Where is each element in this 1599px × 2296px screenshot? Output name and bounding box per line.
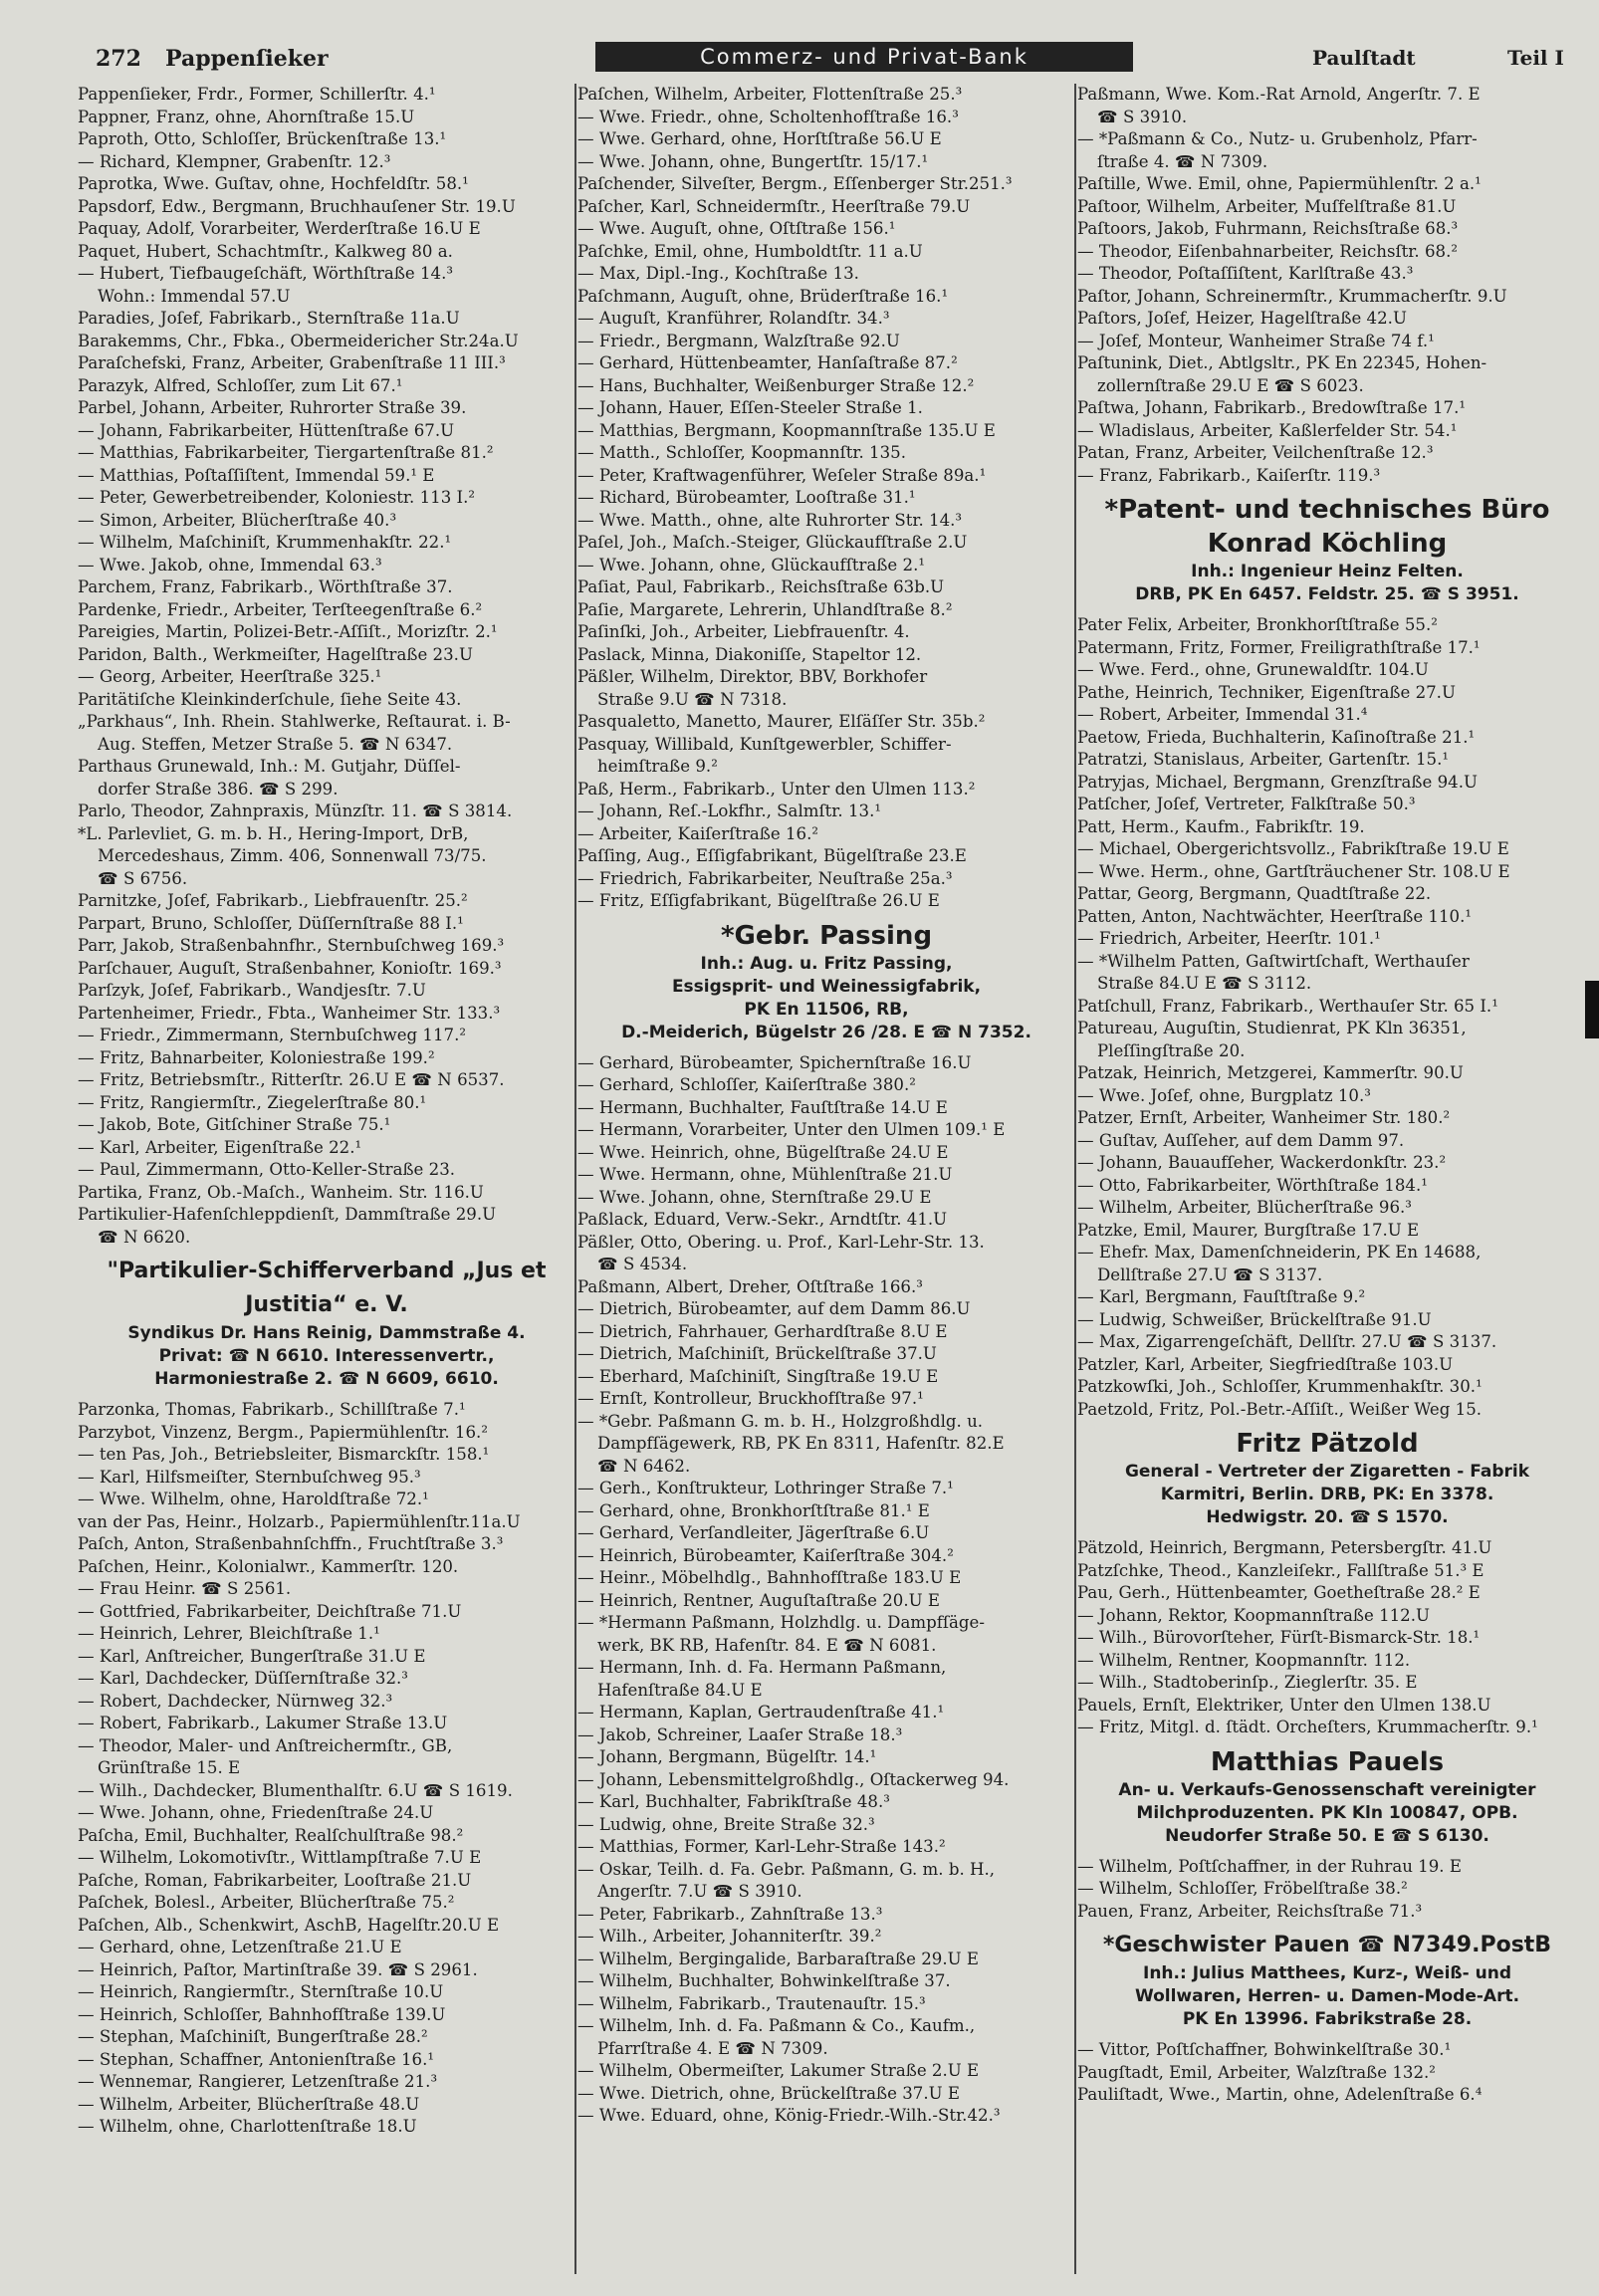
directory-entry: — Wwe. Johann, ohne, Friedenſtraße 24.U — [78, 1803, 434, 1822]
directory-entry: Paquet, Hubert, Schachtmſtr., Kalkweg 80 a. — [78, 241, 453, 261]
directory-entry: — Ernſt, Kontrolleur, Bruckhofſtraße 97.¹ — [577, 1389, 924, 1408]
directory-entry: Paſche, Roman, Fabrikarbeiter, Looſtraße 21.U — [78, 1870, 472, 1890]
directory-entry: Pater Felix, Arbeiter, Bronkhorſtſtraße 55.² — [1077, 615, 1438, 634]
directory-entry: Parpart, Bruno, Schloſſer, Düſſernſtraße 88 I.¹ — [78, 913, 464, 933]
entry-list — [78, 1399, 575, 2139]
ad-partikulier-schifferverband — [78, 1255, 575, 1391]
ad-line: Essigsprit- und Weinessigfabrik, — [671, 976, 982, 997]
directory-entry: Pau, Gerh., Hüttenbeamter, Goetheſtraße 28.² E — [1077, 1583, 1481, 1602]
directory-entry: — Richard, Klempner, Grabenſtr. 12.³ — [78, 151, 391, 171]
directory-entry: Patzer, Ernſt, Arbeiter, Wanheimer Str. 180.² — [1077, 1108, 1451, 1127]
directory-entry: ☎ S 4534. — [597, 1255, 688, 1273]
directory-entry: — Georg, Arbeiter, Heerſtraße 325.¹ — [78, 667, 382, 686]
entry-list — [78, 84, 575, 1249]
directory-entry: Patan, Franz, Arbeiter, Veilchenſtraße 12.³ — [1077, 443, 1434, 462]
directory-entry: Paßlack, Eduard, Verw.-Sekr., Arndtſtr. 41.U — [577, 1210, 948, 1229]
directory-entry: — Karl, Buchhalter, Fabrikſtraße 48.³ — [577, 1792, 890, 1811]
directory-entry: — Wilh., Arbeiter, Johanniterſtr. 39.² — [577, 1927, 882, 1946]
directory-entry: — Wwe. Johann, ohne, Sternſtraße 29.U E — [577, 1187, 932, 1207]
directory-entry: Dampfſägewerk, RB, PK En 8311, Hafenſtr. 82.E — [597, 1434, 1005, 1453]
directory-entry: Paſchen, Wilhelm, Arbeiter, Flottenſtraße 25.³ — [577, 85, 963, 104]
directory-entry: — Karl, Anſtreicher, Bungerſtraße 31.U E — [78, 1646, 426, 1666]
directory-entry: — Karl, Bergmann, Fauſtſtraße 9.² — [1077, 1287, 1366, 1306]
directory-entry: — *Wilhelm Patten, Gaſtwirtſchaft, Werthauſer — [1077, 951, 1470, 971]
directory-entry: — Fritz, Rangiermſtr., Ziegelerſtraße 80.¹ — [78, 1092, 427, 1112]
directory-entry: Paßmann, Albert, Dreher, Oſtſtraße 166.³ — [577, 1276, 923, 1296]
directory-entry: Mercedeshaus, Zimm. 406, Sonnenwall 73/75. — [98, 846, 487, 865]
directory-entry: — Theodor, Maler- und Anſtreichermſtr., GB, — [78, 1735, 453, 1755]
directory-entry: — Paul, Zimmermann, Otto-Keller-Straße 23. — [78, 1160, 456, 1179]
directory-entry: — Friedr., Zimmermann, Sternbuſchweg 117.² — [78, 1026, 467, 1044]
directory-entry: — Wwe. Friedr., ohne, Scholtenhofſtraße 16.³ — [577, 107, 959, 126]
directory-entry: Straße 84.U E ☎ S 3112. — [1097, 974, 1312, 993]
directory-entry: — Wwe. Jakob, ohne, Immendal 63.³ — [78, 555, 382, 574]
directory-entry: Paraſchefski, Franz, Arbeiter, Grabenſtraße 11 III.³ — [78, 353, 506, 372]
directory-entry: Pareigies, Martin, Polizei-Betr.-Aſſiſt., Morizſtr. 2.¹ — [78, 622, 498, 641]
directory-entry: — Wilhelm, Bergingalide, Barbaraſtraße 29.U E — [577, 1949, 979, 1968]
directory-entry: ☎ N 6620. — [98, 1227, 191, 1247]
directory-entry: Patſcher, Joſef, Vertreter, Falkſtraße 50.³ — [1077, 795, 1416, 813]
ad-line: Hedwigstr. 20. ☎ S 1570. — [1206, 1507, 1449, 1527]
directory-entry: — Heinr., Möbelhdlg., Bahnhofſtraße 183.U E — [577, 1568, 962, 1587]
ad-geschwister-pauen — [1077, 1929, 1577, 2031]
directory-entry: — Wilhelm, Maſchiniſt, Krummenhakſtr. 22.¹ — [78, 533, 452, 552]
directory-entry: — Johann, Hauer, Eſſen-Steeler Straße 1. — [577, 398, 923, 417]
directory-entry: Pappenſieker, Frdr., Former, Schillerſtr. 4.¹ — [78, 85, 436, 104]
directory-entry: heimſtraße 9.² — [597, 757, 718, 776]
entry-list — [1077, 614, 1577, 1421]
directory-entry: Patzke, Emil, Maurer, Burgſtraße 17.U E — [1077, 1220, 1420, 1240]
directory-entry: Parzybot, Vinzenz, Bergm., Papiermühlenſtr. 16.² — [78, 1422, 488, 1442]
directory-entry: Paſcher, Karl, Schneidermſtr., Heerſtraße 79.U — [577, 196, 971, 216]
directory-entry: Dellſtraße 27.U ☎ S 3137. — [1097, 1264, 1323, 1284]
ad-line: Karmitri, Berlin. DRB, PK: En 3378. — [1160, 1485, 1494, 1504]
directory-entry: Paprotka, Wwe. Guſtav, ohne, Hochfeldſtr. 58.¹ — [78, 174, 469, 193]
entry-list — [1077, 84, 1577, 487]
directory-entry: — Fritz, Eſſigfabrikant, Bügelſtraße 26.U E — [577, 891, 940, 910]
directory-entry: Parſzyk, Joſef, Fabrikarb., Wandjesſtr. 7.U — [78, 981, 426, 1000]
directory-entry: — Wilhelm, Inh. d. Fa. Paßmann & Co., Kaufm., — [577, 2016, 976, 2035]
ad-line: Inh.: Ingenieur Heinz Felten. — [1191, 562, 1464, 581]
directory-entry: — Karl, Arbeiter, Eigenſtraße 22.¹ — [78, 1137, 362, 1157]
directory-entry: Paßmann, Wwe. Kom.-Rat Arnold, Angerſtr. 7. E — [1077, 85, 1481, 104]
directory-entry: — Wwe. Wilhelm, ohne, Haroldſtraße 72.¹ — [78, 1490, 429, 1508]
directory-entry: Paſtors, Joſef, Heizer, Hagelſtraße 42.U — [1077, 309, 1407, 328]
directory-entry: — *Hermann Paßmann, Holzhdlg. u. Dampfſäge- — [577, 1613, 985, 1632]
directory-entry: — Matthias, Fabrikarbeiter, Tiergartenſtraße 81.² — [78, 443, 494, 462]
directory-entry: — Wilh., Dachdecker, Blumenthalſtr. 6.U ☎ S 1619. — [78, 1780, 513, 1800]
directory-entry: Paſchke, Emil, ohne, Humboldtſtr. 11 a.U — [577, 241, 923, 261]
directory-entry: — Wwe. Hermann, ohne, Mühlenſtraße 21.U — [577, 1165, 953, 1184]
directory-entry: Parr, Jakob, Straßenbahnfhr., Sternbuſchweg 169.³ — [78, 936, 505, 955]
directory-entry: — Peter, Gewerbetreibender, Koloniestr. 113 I.² — [78, 488, 476, 507]
thumb-index-tab — [1585, 981, 1599, 1038]
directory-entry: — Jakob, Bote, Gitſchiner Straße 75.¹ — [78, 1115, 391, 1134]
directory-entry: Partikulier-Hafenſchleppdienſt, Dammſtraße 29.U — [78, 1205, 497, 1224]
directory-entry: Patt, Herm., Kaufm., Fabrikſtr. 19. — [1077, 816, 1365, 836]
directory-entry: — Vittor, Poſtſchaffner, Bohwinkelſtraße 30.¹ — [1077, 2040, 1452, 2059]
entry-list — [1077, 2039, 1577, 2107]
left-guide-word: Pappenſieker — [165, 46, 329, 72]
entry-list — [1077, 1856, 1577, 1924]
directory-entry: — *Gebr. Paßmann G. m. b. H., Holzgroßhdlg. u. — [577, 1411, 984, 1431]
directory-entry: — Heinrich, Paſtor, Martinſtraße 39. ☎ S 2961. — [78, 1959, 478, 1979]
directory-entry: ſtraße 4. ☎ N 7309. — [1097, 151, 1268, 171]
directory-entry: — Matthias, Former, Karl-Lehr-Straße 143.² — [577, 1837, 946, 1856]
directory-entry: — Wwe. Matth., ohne, alte Ruhrorter Str. 14.³ — [577, 510, 963, 530]
directory-entry: — Gottfried, Fabrikarbeiter, Deichſtraße 71.U — [78, 1601, 462, 1621]
directory-entry: Päßler, Wilhelm, Direktor, BBV, Borkhofer — [577, 667, 928, 686]
directory-entry: — Johann, Fabrikarbeiter, Hüttenſtraße 67.U — [78, 420, 455, 440]
directory-entry: Paugſtadt, Emil, Arbeiter, Walzſtraße 132.² — [1077, 2062, 1436, 2082]
directory-entry: — Stephan, Schaffner, Antonienſtraße 16.¹ — [78, 2049, 435, 2069]
directory-entry: — Gerhard, Schloſſer, Kaiſerſtraße 380.² — [577, 1075, 916, 1094]
directory-entry: ☎ S 3910. — [1097, 107, 1188, 126]
directory-entry: Angerſtr. 7.U ☎ S 3910. — [597, 1882, 802, 1901]
directory-entry: Parbel, Johann, Arbeiter, Ruhrorter Straße 39. — [78, 398, 467, 417]
directory-entry: Pfarrſtraße 4. E ☎ N 7309. — [597, 2038, 828, 2058]
directory-entry: Pätzold, Heinrich, Bergmann, Petersbergſtr. 41.U — [1077, 1538, 1492, 1557]
directory-entry: Patzkowſki, Joh., Schloſſer, Krummenhakſtr. 30.¹ — [1077, 1377, 1483, 1396]
ad-title: Matthias Pauels — [1210, 1746, 1445, 1777]
column-1 — [78, 84, 575, 2274]
directory-entry: — Matth., Schloſſer, Koopmannſtr. 135. — [577, 443, 906, 462]
ad-gebr-passing — [577, 919, 1075, 1044]
directory-entry: — Johann, Reſ.-Lokfhr., Salmſtr. 13.¹ — [577, 802, 881, 820]
directory-entry: — Wilh., Stadtoberinſp., Zieglerſtr. 35. E — [1077, 1673, 1418, 1692]
directory-entry: Paradies, Joſef, Fabrikarb., Sternſtraße 11a.U — [78, 309, 460, 328]
directory-entry: — Wilhelm, Fabrikarb., Trautenauſtr. 15.³ — [577, 1993, 926, 2013]
directory-entry: Parazyk, Alfred, Schloſſer, zum Lit 67.¹ — [78, 375, 403, 395]
directory-entry: — Matthias, Bergmann, Koopmannſtraße 135.U E — [577, 420, 996, 440]
directory-entry: Patermann, Fritz, Former, Freiligrathſtraße 17.¹ — [1077, 637, 1481, 657]
directory-entry: — Wilhelm, Schloſſer, Fröbelſtraße 38.² — [1077, 1879, 1408, 1898]
directory-entry: — Wwe. Auguſt, ohne, Oſtſtraße 156.¹ — [577, 219, 896, 238]
directory-entry: — Richard, Bürobeamter, Looſtraße 31.¹ — [577, 488, 916, 507]
directory-entry: Paſinſki, Joh., Arbeiter, Liebfrauenſtr. 4. — [577, 622, 910, 641]
directory-entry: — Hans, Buchhalter, Weißenburger Straße 12.² — [577, 375, 975, 395]
directory-entry: Paſch, Anton, Straßenbahnſchffn., Fruchtſtraße 3.³ — [78, 1534, 504, 1553]
ad-line: Syndikus Dr. Hans Reinig, Dammstraße 4. — [127, 1323, 526, 1343]
directory-entry: — Wwe. Gerhard, ohne, Horſtſtraße 56.U E — [577, 129, 942, 148]
entry-list — [577, 1052, 1075, 2128]
ad-line: Milchproduzenten. PK Kln 100847, OPB. — [1136, 1802, 1518, 1823]
ad-line: General - Vertreter der Zigaretten - Fabrik — [1124, 1462, 1530, 1482]
ad-patent-buero — [1077, 493, 1577, 606]
directory-entry: — Jakob, Schreiner, Laaſer Straße 18.³ — [577, 1724, 903, 1744]
directory-entry: werk, BK RB, Hafenſtr. 84. E ☎ N 6081. — [597, 1635, 937, 1655]
directory-entry: — Frau Heinr. ☎ S 2561. — [78, 1579, 292, 1598]
entry-list — [577, 84, 1075, 913]
directory-entry: Parthaus Grunewald, Inh.: M. Gutjahr, Düſſel- — [78, 757, 461, 776]
directory-entry: — Wwe. Johann, ohne, Glückaufſtraße 2.¹ — [577, 555, 925, 574]
directory-entry: — Otto, Fabrikarbeiter, Wörthſtraße 184.¹ — [1077, 1175, 1428, 1195]
directory-entry: — Wwe. Joſef, ohne, Burgplatz 10.³ — [1077, 1085, 1371, 1105]
directory-entry: — ten Pas, Joh., Betriebsleiter, Bismarckſtr. 158.¹ — [78, 1445, 490, 1464]
directory-entry: Paſchen, Alb., Schenkwirt, AschB, Hagelſtr.20.U E — [78, 1915, 500, 1935]
directory-entry: — Johann, Bergmann, Bügelſtr. 14.¹ — [577, 1747, 877, 1766]
entry-list — [1077, 1537, 1577, 1739]
directory-entry: Paetow, Frieda, Buchhalterin, Kaſinoſtraße 21.¹ — [1077, 727, 1476, 747]
directory-entry: — Hermann, Buchhalter, Fauſtſtraße 14.U E — [577, 1097, 948, 1117]
directory-entry: Päßler, Otto, Obering. u. Prof., Karl-Lehr-Str. 13. — [577, 1232, 985, 1252]
directory-entry: Partika, Franz, Ob.-Maſch., Wanheim. Str. 116.U — [78, 1182, 484, 1202]
directory-entry: — Wilhelm, Poſtſchaffner, in der Ruhrau 19. E — [1077, 1856, 1462, 1876]
directory-entry: Patzler, Karl, Arbeiter, Siegfriedſtraße 103.U — [1077, 1354, 1454, 1374]
ad-line: PK En 13996. Fabrikstraße 28. — [1182, 2009, 1473, 2029]
directory-entry: dorfer Straße 386. ☎ S 299. — [98, 779, 339, 799]
part-label: Teil I — [1507, 46, 1564, 70]
directory-entry: — Ludwig, Schweißer, Brückelſtraße 91.U — [1077, 1309, 1432, 1329]
directory-entry: Parchem, Franz, Fabrikarb., Wörthſtraße 37. — [78, 577, 453, 596]
column-2 — [577, 84, 1075, 2274]
directory-entry: Paſie, Margarete, Lehrerin, Uhlandſtraße 8.² — [577, 599, 953, 619]
directory-entry: Paritätiſche Kleinkinderſchule, ſiehe Seite 43. — [78, 689, 462, 709]
directory-entry: — Dietrich, Fahrhauer, Gerhardſtraße 8.U E — [577, 1321, 948, 1341]
directory-entry: Papsdorf, Edw., Bergmann, Bruchhauſener Str. 19.U — [78, 196, 516, 216]
directory-entry: — Theodor, Eiſenbahnarbeiter, Reichsſtr. 68.² — [1077, 241, 1459, 261]
directory-entry: — Eberhard, Maſchiniſt, Singſtraße 19.U E — [577, 1366, 939, 1386]
ad-line: Privat: ☎ N 6610. Interessenvertr., — [158, 1346, 495, 1366]
directory-entry: — Fritz, Betriebsmſtr., Ritterſtr. 26.U E ☎ N 6537. — [78, 1070, 505, 1089]
directory-entry: — Karl, Dachdecker, Düſſernſtraße 32.³ — [78, 1669, 408, 1688]
directory-entry: — Wilhelm, Buchhalter, Bohwinkelſtraße 37. — [577, 1971, 951, 1990]
directory-entry: — Friedrich, Fabrikarbeiter, Neuſtraße 25a.³ — [577, 868, 953, 888]
directory-entry: — Heinrich, Rangiermſtr., Sternſtraße 10.U — [78, 1982, 444, 2001]
directory-entry: — Wwe. Dietrich, ohne, Brückelſtraße 37.U E — [577, 2083, 960, 2103]
directory-entry: Paſchender, Silveſter, Bergm., Eſſenberger Str.251.³ — [577, 174, 1013, 193]
directory-entry: Paſchen, Heinr., Kolonialwr., Kammerſtr. 120. — [78, 1556, 459, 1576]
directory-entry: — Robert, Fabrikarb., Lakumer Straße 13.U — [78, 1714, 448, 1732]
directory-entry: — Wwe. Herm., ohne, Gartſträuchener Str. 108.U E — [1077, 861, 1510, 881]
directory-entry: — Gerhard, Bürobeamter, Spichernſtraße 16.U — [577, 1052, 972, 1072]
directory-entry: — Oskar, Teilh. d. Fa. Gebr. Paßmann, G. m. b. H., — [577, 1859, 996, 1879]
directory-entry: — Peter, Kraftwagenführer, Weſeler Straße 89a.¹ — [577, 465, 987, 485]
ad-name: Konrad Köchling — [1207, 529, 1448, 559]
directory-entry: — Hermann, Kaplan, Gertraudenſtraße 41.¹ — [577, 1703, 945, 1722]
ad-line: An- u. Verkaufs-Genossenschaft vereinigter — [1118, 1779, 1536, 1800]
directory-entry: Paſtoors, Jakob, Fuhrmann, Reichsſtraße 68.³ — [1077, 219, 1459, 238]
directory-entry: — Peter, Fabrikarb., Zahnſtraße 13.³ — [577, 1904, 883, 1924]
directory-entry: „Parkhaus“, Inh. Rhein. Stahlwerke, Reſtaurat. i. B- — [78, 712, 511, 731]
directory-entry: Barakemms, Chr., Fbka., Obermeidericher Str.24a.U — [78, 331, 519, 350]
directory-entry: — Karl, Hilfsmeiſter, Sternbuſchweg 95.³ — [78, 1467, 421, 1487]
ad-title: *Patent- und technisches Büro — [1104, 495, 1550, 525]
directory-entry: Patſchull, Franz, Fabrikarb., Werthauſer Str. 65 I.¹ — [1077, 996, 1498, 1016]
directory-entry: — Dietrich, Bürobeamter, auf dem Damm 86.U — [577, 1299, 971, 1318]
column-3 — [1077, 84, 1577, 2274]
directory-entry: — Wilhelm, Arbeiter, Blücherſtraße 96.³ — [1077, 1198, 1412, 1217]
directory-entry: — Franz, Fabrikarb., Kaiſerſtr. 119.³ — [1077, 465, 1381, 485]
ad-line: Inh.: Aug. u. Fritz Passing, — [700, 953, 953, 974]
directory-entry: zollernſtraße 29.U E ☎ S 6023. — [1097, 375, 1364, 395]
ad-line: Harmoniestraße 2. ☎ N 6609, 6610. — [154, 1369, 499, 1389]
directory-entry: Patryjas, Michael, Bergmann, Grenzſtraße 94.U — [1077, 772, 1478, 792]
directory-entry: Paſchek, Bolesl., Arbeiter, Blücherſtraße 75.² — [78, 1893, 455, 1912]
directory-entry: — Heinrich, Bürobeamter, Kaiſerſtraße 304.² — [577, 1545, 954, 1565]
directory-entry: Paetzold, Fritz, Pol.-Betr.-Aſſiſt., Weißer Weg 15. — [1077, 1399, 1483, 1419]
page-header — [96, 42, 1569, 78]
ad-title: "Partikulier-Schifferverband „Jus et Justitia“ e. V. — [107, 1259, 547, 1317]
directory-entry: Paſtunink, Diet., Abtlgsltr., PK En 22345, Hohen- — [1077, 353, 1487, 372]
ad-line: Wollwaren, Herren- u. Damen-Mode-Art. — [1134, 1986, 1520, 2006]
directory-entry: Parlo, Theodor, Zahnpraxis, Münzſtr. 11. ☎ S 3814. — [78, 802, 513, 820]
directory-entry: — Michael, Obergerichtsvollz., Fabrikſtraße 19.U E — [1077, 839, 1509, 858]
ad-line: DRB, PK En 6457. Feldstr. 25. ☎ S 3951. — [1135, 584, 1519, 604]
directory-entry: — Max, Zigarrengeſchäft, Dellſtr. 27.U ☎ S 3137. — [1077, 1332, 1497, 1351]
directory-entry: — *Paßmann & Co., Nutz- u. Grubenholz, Pfarr- — [1077, 129, 1478, 148]
directory-entry: — Guſtav, Auſſeher, auf dem Damm 97. — [1077, 1130, 1405, 1150]
ad-line: D.-Meiderich, Bügelstr 26 /28. E ☎ N 7352. — [621, 1022, 1031, 1042]
directory-entry: Parſchauer, Auguſt, Straßenbahner, Konioſtr. 169.³ — [78, 958, 502, 978]
directory-entry: — Heinrich, Rentner, Auguſtaſtraße 20.U E — [577, 1590, 941, 1610]
directory-entry: — Wilhelm, Arbeiter, Blücherſtraße 48.U — [78, 2094, 420, 2114]
directory-entry: — Wilhelm, Lokomotivſtr., Wittlampſtraße 7.U E — [78, 1848, 482, 1867]
directory-entry: — Theodor, Poſtaſſiſtent, Karlſtraße 43.³ — [1077, 264, 1414, 283]
directory-entry: — Simon, Arbeiter, Blücherſtraße 40.³ — [78, 510, 397, 530]
directory-entry: Pappner, Franz, ohne, Ahornſtraße 15.U — [78, 107, 415, 126]
ad-title: *Gebr. Passing — [720, 920, 933, 951]
directory-entry: — Robert, Dachdecker, Nürnweg 32.³ — [78, 1691, 393, 1711]
directory-entry: Patratzi, Stanislaus, Arbeiter, Gartenſtr. 15.¹ — [1077, 750, 1450, 769]
directory-entry: — Fritz, Mitgl. d. ſtädt. Orcheſters, Krummacherſtr. 9.¹ — [1077, 1718, 1538, 1736]
directory-entry: — Wilhelm, Obermeiſter, Lakumer Straße 2.U E — [577, 2061, 980, 2080]
directory-entry: — Johann, Rektor, Koopmannſtraße 112.U — [1077, 1605, 1431, 1625]
directory-entry: — Stephan, Maſchiniſt, Bungerſtraße 28.² — [78, 2027, 428, 2046]
directory-entry: — Hermann, Inh. d. Fa. Hermann Paßmann, — [577, 1658, 947, 1677]
bank-banner: Commerz- und Privat-Bank — [595, 42, 1133, 72]
directory-entry: — Friedr., Bergmann, Walzſtraße 92.U — [577, 331, 900, 350]
ad-title: Fritz Pätzold — [1236, 1429, 1419, 1459]
directory-entry: — Gerhard, ohne, Bronkhorſtſtraße 81.¹ E — [577, 1500, 930, 1520]
directory-entry: Paridon, Balth., Werkmeiſter, Hagelſtraße 23.U — [78, 644, 473, 664]
directory-entry: Patureau, Auguſtin, Studienrat, PK Kln 36351, — [1077, 1019, 1467, 1037]
directory-entry: Wohn.: Immendal 57.U — [98, 286, 291, 306]
directory-entry: Paquay, Adolf, Vorarbeiter, Werderſtraße 16.U E — [78, 219, 481, 238]
directory-entry: Pathe, Heinrich, Techniker, Eigenſtraße 27.U — [1077, 682, 1456, 702]
directory-entry: Patzak, Heinrich, Metzgerei, Kammerſtr. 90.U — [1077, 1063, 1464, 1082]
directory-entry: Paſtoor, Wilhelm, Arbeiter, Muſfelſtraße 81.U — [1077, 196, 1457, 216]
directory-entry: ☎ N 6462. — [597, 1456, 691, 1476]
directory-entry: — Heinrich, Lehrer, Bleichſtraße 1.¹ — [78, 1624, 380, 1643]
directory-entry: Pasqualetto, Manetto, Maurer, Elſäſſer Str. 35b.² — [577, 712, 986, 731]
directory-entry: — Wilh., Bürovorſteher, Fürſt-Bismarck-Str. 18.¹ — [1077, 1628, 1481, 1647]
ad-line: PK En 11506, RB, — [744, 999, 909, 1020]
directory-entry: Pauliſtadt, Wwe., Martin, ohne, Adelenſtraße 6.⁴ — [1077, 2085, 1483, 2104]
directory-entry: — Fritz, Bahnarbeiter, Koloniestraße 199.² — [78, 1047, 435, 1067]
directory-entry: — Friedrich, Arbeiter, Heerſtr. 101.¹ — [1077, 929, 1381, 948]
directory-entry: — Ehefr. Max, Damenſchneiderin, PK En 14688, — [1077, 1243, 1482, 1262]
directory-entry: Paſcha, Emil, Buchhalter, Realſchulſtraße 98.² — [78, 1825, 464, 1845]
directory-entry: Paſel, Joh., Maſch.-Steiger, Glückaufſtraße 2.U — [577, 533, 968, 552]
directory-entry: Grünſtraße 15. E — [98, 1758, 241, 1777]
directory-entry: Aug. Steffen, Metzer Straße 5. ☎ N 6347. — [98, 734, 453, 754]
directory-entry: Straße 9.U ☎ N 7318. — [597, 689, 788, 709]
ad-title: *Geschwister Pauen ☎ N7349.PostB — [1102, 1933, 1552, 1957]
directory-entry: Parzonka, Thomas, Fabrikarb., Schillſtraße 7.¹ — [78, 1400, 466, 1419]
directory-entry: Pasquay, Willibald, Kunſtgewerbler, Schiffer- — [577, 734, 952, 754]
ad-line: Neudorfer Straße 50. E ☎ S 6130. — [1165, 1825, 1489, 1846]
directory-entry: Paſſing, Aug., Eſſigfabrikant, Bügelſtraße 23.E — [577, 846, 967, 865]
directory-entry: — Johann, Bauaufſeher, Wackerdonkſtr. 23.² — [1077, 1153, 1447, 1172]
directory-entry: — Hermann, Vorarbeiter, Unter den Ulmen 109.¹ E — [577, 1120, 1006, 1139]
directory-entry: Paſtwa, Johann, Fabrikarb., Bredowſtraße 17.¹ — [1077, 398, 1467, 417]
directory-entry: Patten, Anton, Nachtwächter, Heerſtraße 110.¹ — [1077, 906, 1473, 926]
directory-entry: — Dietrich, Maſchiniſt, Brückelſtraße 37.U — [577, 1344, 937, 1363]
directory-entry: — Heinrich, Schloſſer, Bahnhofſtraße 139.U — [78, 2004, 446, 2024]
directory-entry: Paſtor, Johann, Schreinermſtr., Krummacherſtr. 9.U — [1077, 286, 1507, 306]
directory-entry: — Gerhard, Hüttenbeamter, Hanſaſtraße 87.² — [577, 353, 958, 372]
directory-entry: — Johann, Lebensmittelgroßhdlg., Oſtackerweg 94. — [577, 1769, 1010, 1789]
directory-entry: *L. Parlevliet, G. m. b. H., Hering-Import, DrB, — [78, 823, 469, 843]
directory-entry: — Gerhard, Verſandleiter, Jägerſtraße 6.U — [577, 1523, 930, 1542]
directory-entry: Pauels, Ernſt, Elektriker, Unter den Ulmen 138.U — [1077, 1695, 1491, 1715]
directory-entry: — Joſef, Monteur, Wanheimer Straße 74 f.¹ — [1077, 331, 1435, 350]
directory-entry: Partenheimer, Friedr., Fbta., Wanheimer Str. 133.³ — [78, 1003, 501, 1023]
directory-entry: Pauen, Franz, Arbeiter, Reichsſtraße 71.³ — [1077, 1901, 1423, 1921]
directory-entry: — Max, Dipl.-Ing., Kochſtraße 13. — [577, 264, 859, 283]
directory-entry: Pardenke, Friedr., Arbeiter, Terſteegenſtraße 6.² — [78, 599, 483, 619]
directory-entry: — Ludwig, ohne, Breite Straße 32.³ — [577, 1814, 875, 1834]
directory-entry: — Wwe. Johann, ohne, Bungertſtr. 15/17.¹ — [577, 151, 929, 171]
directory-entry: — Wilhelm, Rentner, Koopmannſtr. 112. — [1077, 1650, 1411, 1670]
directory-entry: Paproth, Otto, Schloſſer, Brückenſtraße 13.¹ — [78, 129, 447, 148]
ad-line: Inh.: Julius Matthees, Kurz-, Weiß- und — [1143, 1963, 1511, 1983]
directory-entry: — Arbeiter, Kaiſerſtraße 16.² — [577, 823, 819, 843]
directory-entry: — Wwe. Eduard, ohne, König-Friedr.-Wilh.-Str.42.³ — [577, 2106, 1001, 2125]
directory-entry: Paslack, Minna, Diakoniſſe, Stapeltor 12. — [577, 644, 922, 664]
right-guide-word: Paulſtadt — [1312, 46, 1416, 70]
directory-entry: — Gerhard, ohne, Letzenſtraße 21.U E — [78, 1938, 402, 1956]
directory-entry: Paſchmann, Auguſt, ohne, Brüderſtraße 16.¹ — [577, 286, 949, 306]
directory-entry: — Wilhelm, ohne, Charlottenſtraße 18.U — [78, 2117, 417, 2136]
directory-entry: — Matthias, Poſtaſſiſtent, Immendal 59.¹ E — [78, 465, 435, 485]
directory-entry: — Wwe. Heinrich, ohne, Bügelſtraße 24.U E — [577, 1142, 949, 1162]
directory-entry: — Gerh., Konſtrukteur, Lothringer Straße 7.¹ — [577, 1479, 954, 1497]
page-number: 272 — [96, 46, 141, 72]
ad-fritz-paetzold — [1077, 1427, 1577, 1529]
directory-entry: Pattar, Georg, Bergmann, Quadtſtraße 22. — [1077, 884, 1432, 903]
directory-entry: — Wladislaus, Arbeiter, Kaßlerfelder Str. 54.¹ — [1077, 420, 1458, 440]
directory-entry: Paſtille, Wwe. Emil, ohne, Papiermühlenſtr. 2 a.¹ — [1077, 174, 1482, 193]
directory-entry: Hafenſtraße 84.U E — [597, 1680, 763, 1700]
directory-entry: Paß, Herm., Fabrikarb., Unter den Ulmen 113.² — [577, 779, 976, 799]
directory-entry: — Auguſt, Kranführer, Rolandſtr. 34.³ — [577, 309, 890, 328]
directory-entry: Pleſſingſtraße 20. — [1097, 1040, 1246, 1060]
ad-matthias-pauels — [1077, 1745, 1577, 1848]
directory-entry: ☎ S 6756. — [98, 868, 188, 888]
directory-entry: — Wwe. Ferd., ohne, Grunewaldſtr. 104.U — [1077, 660, 1429, 679]
directory-entry: — Hubert, Tiefbaugeſchäft, Wörthſtraße 14.³ — [78, 264, 454, 283]
directory-entry: Parnitzke, Joſef, Fabrikarb., Liebfrauenſtr. 25.² — [78, 891, 468, 910]
directory-entry: van der Pas, Heinr., Holzarb., Papiermühlenſtr.11a.U — [78, 1511, 521, 1531]
directory-entry: — Wennemar, Rangierer, Letzenſtraße 21.³ — [78, 2072, 438, 2091]
directory-entry: — Robert, Arbeiter, Immendal 31.⁴ — [1077, 705, 1368, 724]
directory-entry: Patzſchke, Theod., Kanzleiſekr., Fallſtraße 51.³ E — [1077, 1560, 1485, 1580]
directory-entry: Paſiat, Paul, Fabrikarb., Reichsſtraße 63b.U — [577, 577, 945, 596]
